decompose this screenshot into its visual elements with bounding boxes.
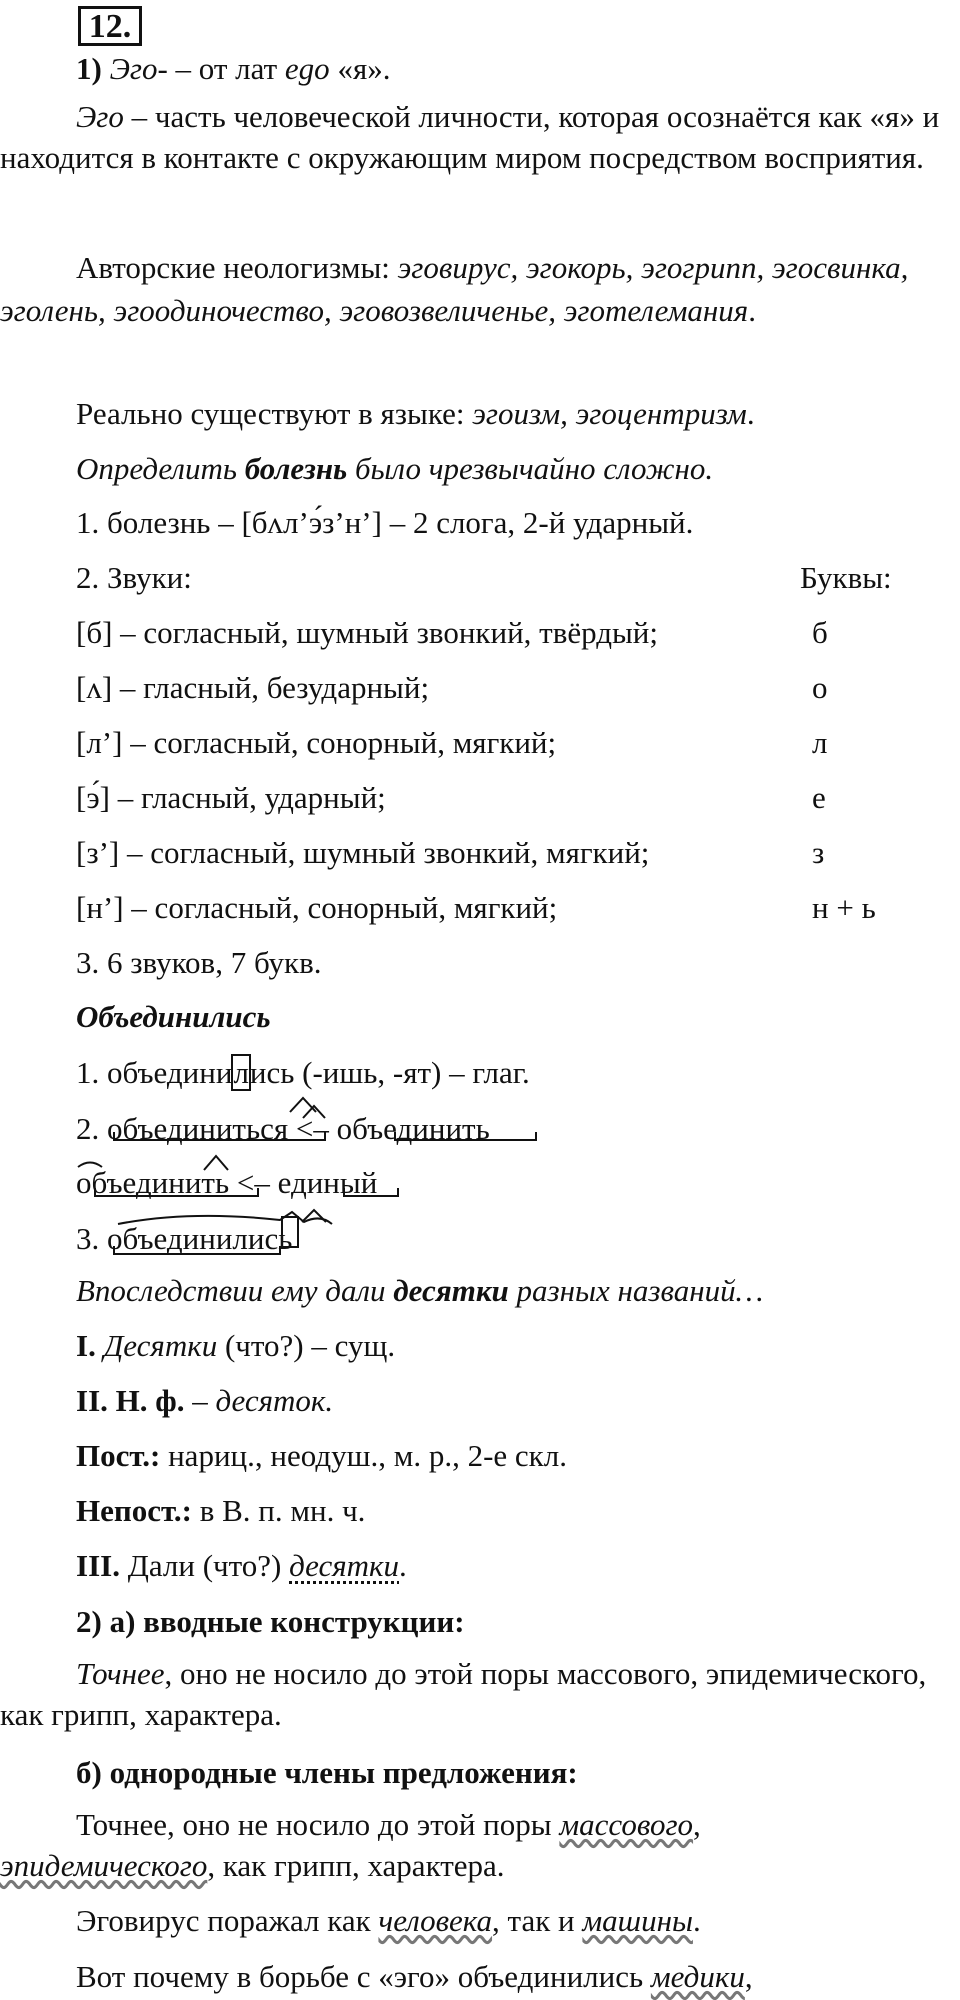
- sound-description: [н’] – согласный, сонорный, мягкий;: [76, 890, 558, 925]
- morph-marks: [0, 996, 960, 1296]
- suffix-mark: [290, 1098, 316, 1112]
- morph-line-1-b: ись (-ишь, -ят) – глаг.: [249, 1055, 530, 1090]
- stem-bracket: [114, 1132, 325, 1140]
- section-2b-header: б) однородные члены предложения:: [76, 1755, 578, 1790]
- morpho-ii: [0, 1380, 960, 1435]
- morpho-post: [0, 1435, 960, 1490]
- sentence-desyatki-part-c: разных названий…: [508, 1273, 764, 1308]
- morphemic-analysis: [0, 996, 960, 1274]
- ego-origin-text: – от лат: [167, 51, 285, 86]
- exercise-number: 12.: [78, 6, 142, 46]
- sentence-vot-b: ,: [744, 1959, 753, 1994]
- sentence-desyatki-keyword: десятки: [393, 1273, 509, 1308]
- stem-bracket: [95, 1188, 258, 1196]
- real-words-paragraph: [0, 393, 960, 435]
- morph-line-2: 2. объединиться <– объединить: [76, 1111, 490, 1146]
- sentence-vot-text: [0, 1956, 960, 1998]
- section-2b-word-2: эпидемического: [0, 1848, 208, 1883]
- phonetic-row: [0, 667, 960, 722]
- sound-description: [ʌ] – гласный, безударный;: [76, 670, 430, 705]
- morpho-iii-end: .: [399, 1548, 407, 1583]
- postfix-mark: [303, 1106, 325, 1118]
- sentence-vot-a: Вот почему в борьбе с «эго» объединились: [76, 1959, 651, 1994]
- stem-bracket: [114, 1246, 280, 1254]
- ego-prefix: Эго-: [109, 51, 168, 86]
- phonetic-analysis: [0, 502, 960, 997]
- section-2b-part-c: , как грипп, характера.: [207, 1848, 505, 1883]
- morpho-ii-label: II. Н. ф.: [76, 1383, 185, 1418]
- ego-origin-line: [0, 48, 960, 90]
- letter: л: [812, 725, 828, 760]
- neologisms-paragraph: [0, 246, 960, 332]
- section-1: [0, 48, 960, 90]
- phonetic-rows: [0, 612, 960, 942]
- sentence-vot: [0, 1956, 960, 1998]
- definition-body: – часть человеческой личности, которая осознаётся как «я» и находится в контакте с окружающим миром посредством восприятия.: [0, 99, 940, 175]
- stem-bracket: [395, 1132, 536, 1140]
- sounds-header: 2. Звуки:: [76, 560, 192, 595]
- letter: о: [812, 670, 828, 705]
- letter: н + ь: [812, 890, 876, 925]
- sentence-egovirus-word-2: машины: [582, 1903, 693, 1938]
- morpho-post-label: Пост.:: [76, 1438, 161, 1473]
- sentence-bolezn-text: [0, 448, 960, 490]
- real-words-list: эгоизм, эгоцентризм: [472, 396, 747, 431]
- morpho-i: [0, 1325, 960, 1380]
- letters-header: Буквы:: [800, 560, 892, 595]
- phonetic-row: [0, 777, 960, 832]
- root-arc: [118, 1212, 332, 1224]
- sound-description: [э́] – гласный, ударный;: [76, 780, 386, 815]
- letter: е: [812, 780, 826, 815]
- morpho-nepost: [0, 1490, 960, 1545]
- morpho-iii: [0, 1545, 960, 1600]
- neologisms-text: [0, 246, 955, 332]
- morpho-iii-word: десятки: [289, 1548, 400, 1583]
- sentence-bolezn: [0, 448, 960, 490]
- sentence-vot-word: медики: [650, 1959, 745, 1994]
- section-2b-part-a: Точнее, оно не носило до этой поры: [76, 1807, 560, 1842]
- definition-term: Эго: [76, 99, 124, 134]
- morpho-iii-rest: Дали (что?): [119, 1548, 290, 1583]
- morpho-nepost-rest: в В. п. мн. ч.: [191, 1493, 366, 1528]
- prefix-arc: [78, 1163, 102, 1168]
- phonetic-row: [0, 612, 960, 667]
- sentence-desyatki-text: [0, 1270, 960, 1312]
- morph-line-1-a: 1. объедини: [76, 1055, 233, 1090]
- morpho-iii-label: III.: [76, 1548, 120, 1583]
- sentence-bolezn-part-a: Определить: [76, 451, 245, 486]
- real-words-text: [0, 393, 960, 435]
- sentence-egovirus-word-1: человека: [378, 1903, 493, 1938]
- sentence-egovirus-a: Эговирус поражал как: [76, 1903, 379, 1938]
- sentence-bolezn-part-c: было чрезвычайно сложно.: [347, 451, 714, 486]
- morpho-ii-rest: – десяток.: [184, 1383, 334, 1418]
- letter: з: [812, 835, 825, 870]
- section-2b-comma: ,: [693, 1807, 701, 1842]
- morph-title: Объединились: [76, 999, 271, 1034]
- ego-latin: ego: [284, 51, 330, 86]
- section-2b-word-1: массового: [559, 1807, 694, 1842]
- section-2a-header: 2) а) вводные конструкции:: [76, 1604, 465, 1639]
- sentence-egovirus: [0, 1900, 960, 1942]
- section-2b-line-2: [0, 1845, 960, 1900]
- ending-box: [282, 1217, 298, 1247]
- letter: б: [812, 615, 828, 650]
- sentence-desyatki: [0, 1270, 960, 1312]
- morph-line-3: объединить <– единый: [76, 1165, 378, 1200]
- section-2a: [0, 1601, 960, 1735]
- neologisms-end: .: [748, 293, 756, 328]
- morpho-i-word: Десятки: [95, 1328, 218, 1363]
- section-2b-line-1: [0, 1804, 960, 1845]
- section-1-number: 1): [76, 51, 102, 86]
- definition-paragraph: [0, 96, 960, 178]
- neologisms-words: эговирус, эгокорь, эгогрипп, эгосвинка, эголень, эгоодиночество, эговозвеличенье, эготелемания: [0, 250, 909, 328]
- morpho-nepost-label: Непост.:: [76, 1493, 192, 1528]
- morpho-i-rest: (что?) – сущ.: [217, 1328, 396, 1363]
- section-2a-word: Точнее: [76, 1656, 165, 1691]
- suffix-mark: [204, 1156, 228, 1170]
- morpho-post-rest: нариц., неодуш., м. р., 2-е скл.: [160, 1438, 567, 1473]
- real-words-label: Реально существуют в языке:: [76, 396, 473, 431]
- phonetic-row: [0, 887, 960, 942]
- sentence-egovirus-c: .: [692, 1903, 701, 1938]
- neologisms-label: Авторские неологизмы:: [76, 250, 398, 285]
- sentence-desyatki-part-a: Впоследствии ему дали: [76, 1273, 394, 1308]
- morpho-i-label: I.: [76, 1328, 96, 1363]
- sentence-egovirus-b: , так и: [492, 1903, 583, 1938]
- section-2a-rest: , оно не носило до этой поры массового, эпидемического, как грипп, характера.: [0, 1656, 927, 1732]
- morphological-analysis: [0, 1325, 960, 1600]
- phonetic-headers: [0, 557, 960, 612]
- spacer: [303, 1111, 304, 1112]
- sound-description: [з’] – согласный, шумный звонкий, мягкий;: [76, 835, 650, 870]
- sentence-bolezn-keyword: болезнь: [244, 451, 348, 486]
- phonetic-row: [0, 722, 960, 777]
- phonetic-row: [0, 832, 960, 887]
- sound-description: [б] – согласный, шумный звонкий, твёрдый;: [76, 615, 658, 650]
- definition-text: [0, 96, 955, 178]
- section-2b: [0, 1752, 960, 1900]
- phonetic-total: 3. 6 звуков, 7 букв.: [76, 945, 322, 980]
- sound-description: [л’] – согласный, сонорный, мягкий;: [76, 725, 557, 760]
- phonetic-line-1: 1. болезнь – [бʌл’э́з’н’] – 2 слога, 2-й ударный.: [76, 505, 694, 540]
- real-words-end: .: [746, 396, 755, 431]
- morph-line-4: 3. объединились: [76, 1221, 293, 1256]
- ego-translation: «я».: [329, 51, 391, 86]
- root-bracket: [344, 1188, 398, 1196]
- morph-ending-box: л: [233, 1055, 249, 1090]
- sentence-egovirus-text: [0, 1900, 960, 1942]
- section-2a-text: [0, 1653, 955, 1735]
